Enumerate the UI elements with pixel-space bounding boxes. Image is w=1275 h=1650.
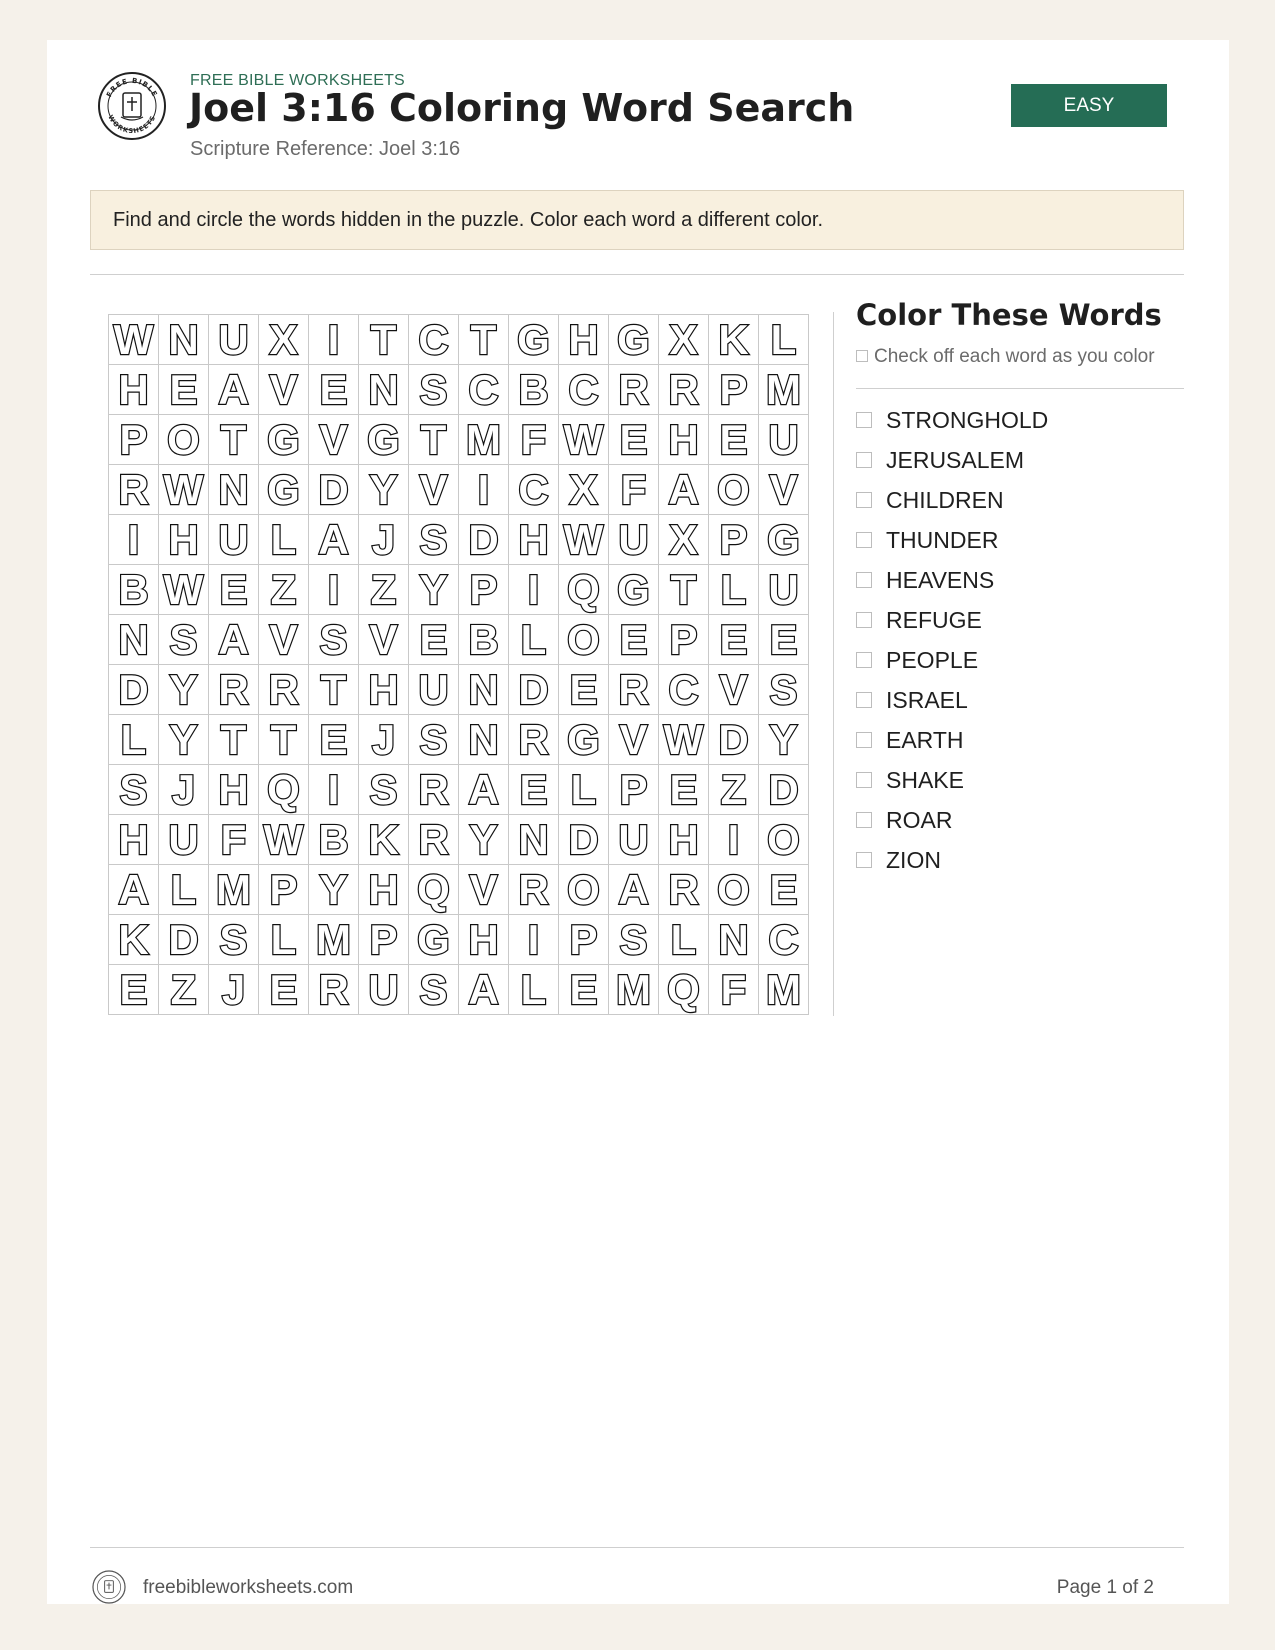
grid-cell: G xyxy=(409,915,459,965)
grid-cell: R xyxy=(409,815,459,865)
grid-cell: A xyxy=(659,465,709,515)
grid-cell: I xyxy=(459,465,509,515)
grid-cell: E xyxy=(609,415,659,465)
footer-site: freebibleworksheets.com xyxy=(143,1577,354,1598)
brand-label: FREE BIBLE WORKSHEETS xyxy=(190,72,405,89)
word-list-subtitle xyxy=(856,346,1155,368)
grid-cell: L xyxy=(759,315,809,365)
grid-cell: P xyxy=(559,915,609,965)
grid-cell: C xyxy=(509,465,559,515)
instructions-text: Find and circle the words hidden in the puzzle. Color each word a different color. xyxy=(113,208,824,231)
grid-cell: F xyxy=(509,415,559,465)
grid-cell: N xyxy=(459,665,509,715)
grid-cell: N xyxy=(109,615,159,665)
grid-cell: W xyxy=(559,515,609,565)
grid-cell: M xyxy=(759,965,809,1015)
grid-cell: L xyxy=(709,565,759,615)
grid-cell: P xyxy=(709,365,759,415)
worksheet-page xyxy=(47,40,1229,1604)
grid-cell: B xyxy=(509,365,559,415)
grid-cell: G xyxy=(259,415,309,465)
grid-cell: V xyxy=(259,365,309,415)
grid-cell: N xyxy=(159,315,209,365)
grid-cell: Q xyxy=(409,865,459,915)
word-checkbox[interactable] xyxy=(856,452,872,468)
grid-cell: G xyxy=(559,715,609,765)
grid-cell: D xyxy=(509,665,559,715)
grid-cell: E xyxy=(259,965,309,1015)
grid-cell: H xyxy=(459,915,509,965)
word-list-item xyxy=(856,720,1184,760)
checkbox-hint-icon xyxy=(856,350,868,362)
grid-cell: S xyxy=(609,915,659,965)
grid-cell: I xyxy=(309,765,359,815)
grid-cell: U xyxy=(609,815,659,865)
grid-cell: Y xyxy=(759,715,809,765)
word-checkbox[interactable] xyxy=(856,612,872,628)
grid-cell: Z xyxy=(159,965,209,1015)
grid-cell: Z xyxy=(259,565,309,615)
grid-cell: O xyxy=(759,815,809,865)
grid-cell: C xyxy=(759,915,809,965)
word-list-title: Color These Words xyxy=(856,298,1162,332)
word-list-item xyxy=(856,680,1184,720)
word-search-grid xyxy=(108,314,809,1015)
word-list-item xyxy=(856,440,1184,480)
grid-cell: H xyxy=(659,415,709,465)
grid-cell: U xyxy=(409,665,459,715)
grid-cell: S xyxy=(109,765,159,815)
grid-cell: T xyxy=(309,665,359,715)
grid-cell: P xyxy=(259,865,309,915)
word-list-item xyxy=(856,760,1184,800)
grid-cell: E xyxy=(759,865,809,915)
word-checkbox[interactable] xyxy=(856,572,872,588)
grid-cell: S xyxy=(309,615,359,665)
grid-cell: G xyxy=(359,415,409,465)
grid-cell: G xyxy=(509,315,559,365)
grid-cell: F xyxy=(709,965,759,1015)
grid-cell: C xyxy=(459,365,509,415)
grid-cell: H xyxy=(209,765,259,815)
grid-cell: I xyxy=(509,565,559,615)
grid-cell: H xyxy=(159,515,209,565)
grid-cell: V xyxy=(759,465,809,515)
grid-cell: L xyxy=(509,965,559,1015)
grid-cell: A xyxy=(109,865,159,915)
word-checkbox[interactable] xyxy=(856,492,872,508)
grid-cell: B xyxy=(459,615,509,665)
difficulty-badge: EASY xyxy=(1011,84,1167,127)
grid-cell: S xyxy=(409,965,459,1015)
footer-logo-icon xyxy=(92,1570,126,1604)
grid-cell: L xyxy=(159,865,209,915)
grid-cell: T xyxy=(209,415,259,465)
word-label: THUNDER xyxy=(886,526,999,553)
grid-cell: R xyxy=(259,665,309,715)
grid-cell: D xyxy=(309,465,359,515)
grid-cell: D xyxy=(159,915,209,965)
word-list-item xyxy=(856,560,1184,600)
grid-cell: C xyxy=(559,365,609,415)
grid-cell: B xyxy=(109,565,159,615)
footer-page-number: Page 1 of 2 xyxy=(1056,1577,1154,1598)
grid-cell: R xyxy=(609,365,659,415)
grid-cell: Q xyxy=(659,965,709,1015)
grid-cell: W xyxy=(159,565,209,615)
grid-cell: X xyxy=(659,315,709,365)
word-list-item xyxy=(856,800,1184,840)
grid-cell: E xyxy=(159,365,209,415)
logo-text-top: FREE BIBLE xyxy=(105,76,159,99)
grid-cell: O xyxy=(559,615,609,665)
grid-cell: I xyxy=(509,915,559,965)
grid-cell: R xyxy=(659,365,709,415)
grid-cell: S xyxy=(759,665,809,715)
grid-cell: R xyxy=(209,665,259,715)
instructions-box xyxy=(90,190,1184,250)
page-title: Joel 3:16 Coloring Word Search xyxy=(189,86,855,130)
word-label: ZION xyxy=(886,846,941,873)
grid-cell: X xyxy=(259,315,309,365)
word-list-subtitle-text: Check off each word as you color xyxy=(874,346,1155,367)
grid-cell: E xyxy=(559,965,609,1015)
grid-cell: X xyxy=(559,465,609,515)
grid-cell: R xyxy=(109,465,159,515)
grid-cell: Q xyxy=(559,565,609,615)
word-list-item xyxy=(856,640,1184,680)
grid-cell: Y xyxy=(359,465,409,515)
word-list-divider xyxy=(856,388,1184,389)
word-list xyxy=(856,400,1184,880)
grid-cell: J xyxy=(359,715,409,765)
word-checkbox[interactable] xyxy=(856,812,872,828)
grid-cell: N xyxy=(509,815,559,865)
grid-cell: W xyxy=(559,415,609,465)
grid-cell: U xyxy=(609,515,659,565)
grid-cell: E xyxy=(559,665,609,715)
word-label: STRONGHOLD xyxy=(886,406,1049,433)
word-checkbox[interactable] xyxy=(856,852,872,868)
footer-divider xyxy=(90,1547,1184,1548)
grid-cell: R xyxy=(309,965,359,1015)
grid-cell: Y xyxy=(309,865,359,915)
grid-cell: D xyxy=(759,765,809,815)
grid-cell: V xyxy=(309,415,359,465)
grid-cell: P xyxy=(709,515,759,565)
grid-cell: S xyxy=(209,915,259,965)
grid-cell: G xyxy=(759,515,809,565)
grid-cell: W xyxy=(159,465,209,515)
grid-cell: Y xyxy=(159,665,209,715)
grid-cell: L xyxy=(659,915,709,965)
grid-cell: U xyxy=(759,415,809,465)
grid-cell: U xyxy=(159,815,209,865)
grid-cell: R xyxy=(509,715,559,765)
grid-cell: V xyxy=(709,665,759,715)
grid-cell: R xyxy=(509,865,559,915)
grid-cell: S xyxy=(409,515,459,565)
word-label: CHILDREN xyxy=(886,486,1004,513)
grid-cell: R xyxy=(609,665,659,715)
bible-logo-icon xyxy=(97,71,167,141)
grid-cell: P xyxy=(359,915,409,965)
grid-cell: E xyxy=(759,615,809,665)
grid-cell: C xyxy=(659,665,709,715)
grid-cell: N xyxy=(359,365,409,415)
grid-cell: J xyxy=(159,765,209,815)
grid-cell: E xyxy=(509,765,559,815)
grid-cell: R xyxy=(659,865,709,915)
grid-cell: U xyxy=(209,315,259,365)
word-list-item xyxy=(856,840,1184,880)
grid-cell: M xyxy=(459,415,509,465)
grid-cell: S xyxy=(409,715,459,765)
scripture-reference: Scripture Reference: Joel 3:16 xyxy=(190,138,461,160)
grid-cell: K xyxy=(359,815,409,865)
grid-cell: H xyxy=(559,315,609,365)
grid-cell: E xyxy=(659,765,709,815)
grid-cell: Z xyxy=(709,765,759,815)
word-checkbox[interactable] xyxy=(856,532,872,548)
grid-cell: O xyxy=(709,465,759,515)
grid-cell: A xyxy=(609,865,659,915)
grid-cell: G xyxy=(609,565,659,615)
grid-cell: C xyxy=(409,315,459,365)
grid-cell: H xyxy=(109,815,159,865)
grid-cell: E xyxy=(709,615,759,665)
word-label: PEOPLE xyxy=(886,646,979,673)
word-label: REFUGE xyxy=(886,606,982,633)
grid-cell: S xyxy=(159,615,209,665)
grid-cell: B xyxy=(309,815,359,865)
grid-cell: N xyxy=(459,715,509,765)
grid-cell: E xyxy=(109,965,159,1015)
grid-cell: R xyxy=(409,765,459,815)
grid-cell: E xyxy=(309,715,359,765)
grid-cell: H xyxy=(359,665,409,715)
grid-cell: T xyxy=(409,415,459,465)
grid-cell: L xyxy=(559,765,609,815)
word-label: ISRAEL xyxy=(886,686,968,713)
grid-cell: D xyxy=(459,515,509,565)
header-divider xyxy=(90,274,1184,275)
word-checkbox[interactable] xyxy=(856,732,872,748)
grid-cell: F xyxy=(209,815,259,865)
grid-cell: L xyxy=(259,915,309,965)
word-checkbox[interactable] xyxy=(856,692,872,708)
word-label: SHAKE xyxy=(886,766,964,793)
grid-cell: A xyxy=(209,365,259,415)
grid-cell: L xyxy=(109,715,159,765)
grid-cell: L xyxy=(509,615,559,665)
grid-cell: A xyxy=(209,615,259,665)
grid-cell: T xyxy=(359,315,409,365)
grid-cell: V xyxy=(359,615,409,665)
grid-cell: V xyxy=(409,465,459,515)
grid-cell: M xyxy=(759,365,809,415)
grid-cell: U xyxy=(209,515,259,565)
grid-cell: E xyxy=(309,365,359,415)
grid-cell: W xyxy=(659,715,709,765)
grid-cell: N xyxy=(709,915,759,965)
grid-cell: P xyxy=(609,765,659,815)
grid-cell: L xyxy=(259,515,309,565)
grid-cell: V xyxy=(259,615,309,665)
grid-cell: T xyxy=(459,315,509,365)
word-label: HEAVENS xyxy=(886,566,995,593)
grid-cell: E xyxy=(609,615,659,665)
grid-cell: D xyxy=(559,815,609,865)
word-list-item xyxy=(856,400,1184,440)
grid-cell: N xyxy=(209,465,259,515)
grid-cell: G xyxy=(259,465,309,515)
grid-cell: H xyxy=(359,865,409,915)
grid-cell: T xyxy=(259,715,309,765)
grid-cell: T xyxy=(659,565,709,615)
grid-cell: D xyxy=(709,715,759,765)
grid-cell: X xyxy=(659,515,709,565)
word-list-item xyxy=(856,480,1184,520)
grid-cell: Y xyxy=(159,715,209,765)
grid-cell: I xyxy=(309,315,359,365)
grid-cell: K xyxy=(109,915,159,965)
grid-cell: U xyxy=(359,965,409,1015)
grid-cell: P xyxy=(659,615,709,665)
grid-cell: W xyxy=(259,815,309,865)
grid-cell: O xyxy=(159,415,209,465)
grid-cell: T xyxy=(209,715,259,765)
grid-cell: U xyxy=(759,565,809,615)
grid-cell: S xyxy=(409,365,459,415)
grid-cell: A xyxy=(459,765,509,815)
grid-cell: H xyxy=(509,515,559,565)
logo-text-bottom: WORKSHEETS xyxy=(106,113,158,136)
grid-cell: K xyxy=(709,315,759,365)
word-list-item xyxy=(856,600,1184,640)
grid-cell: G xyxy=(609,315,659,365)
grid-cell: W xyxy=(109,315,159,365)
grid-cell: Q xyxy=(259,765,309,815)
grid-cell: V xyxy=(459,865,509,915)
word-label: ROAR xyxy=(886,806,953,833)
word-label: EARTH xyxy=(886,726,964,753)
grid-cell: E xyxy=(209,565,259,615)
grid-cell: M xyxy=(309,915,359,965)
grid-cell: Y xyxy=(409,565,459,615)
grid-cell: F xyxy=(609,465,659,515)
grid-cell: A xyxy=(309,515,359,565)
grid-cell: J xyxy=(359,515,409,565)
grid-cell: O xyxy=(709,865,759,915)
grid-cell: Y xyxy=(459,815,509,865)
grid-cell: P xyxy=(459,565,509,615)
grid-cell: I xyxy=(709,815,759,865)
grid-cell: S xyxy=(359,765,409,815)
grid-cell: V xyxy=(609,715,659,765)
grid-cell: A xyxy=(459,965,509,1015)
grid-cell: H xyxy=(109,365,159,415)
column-divider xyxy=(833,312,834,1016)
grid-cell: D xyxy=(109,665,159,715)
grid-cell: Z xyxy=(359,565,409,615)
grid-cell: O xyxy=(559,865,609,915)
grid-cell: I xyxy=(309,565,359,615)
grid-cell: E xyxy=(409,615,459,665)
word-list-item xyxy=(856,520,1184,560)
word-label: JERUSALEM xyxy=(886,446,1025,473)
word-checkbox[interactable] xyxy=(856,772,872,788)
grid-cell: M xyxy=(209,865,259,915)
grid-cell: H xyxy=(659,815,709,865)
grid-cell: M xyxy=(609,965,659,1015)
word-checkbox[interactable] xyxy=(856,412,872,428)
grid-cell: I xyxy=(109,515,159,565)
grid-cell: E xyxy=(709,415,759,465)
word-checkbox[interactable] xyxy=(856,652,872,668)
grid-cell: J xyxy=(209,965,259,1015)
grid-cell: P xyxy=(109,415,159,465)
